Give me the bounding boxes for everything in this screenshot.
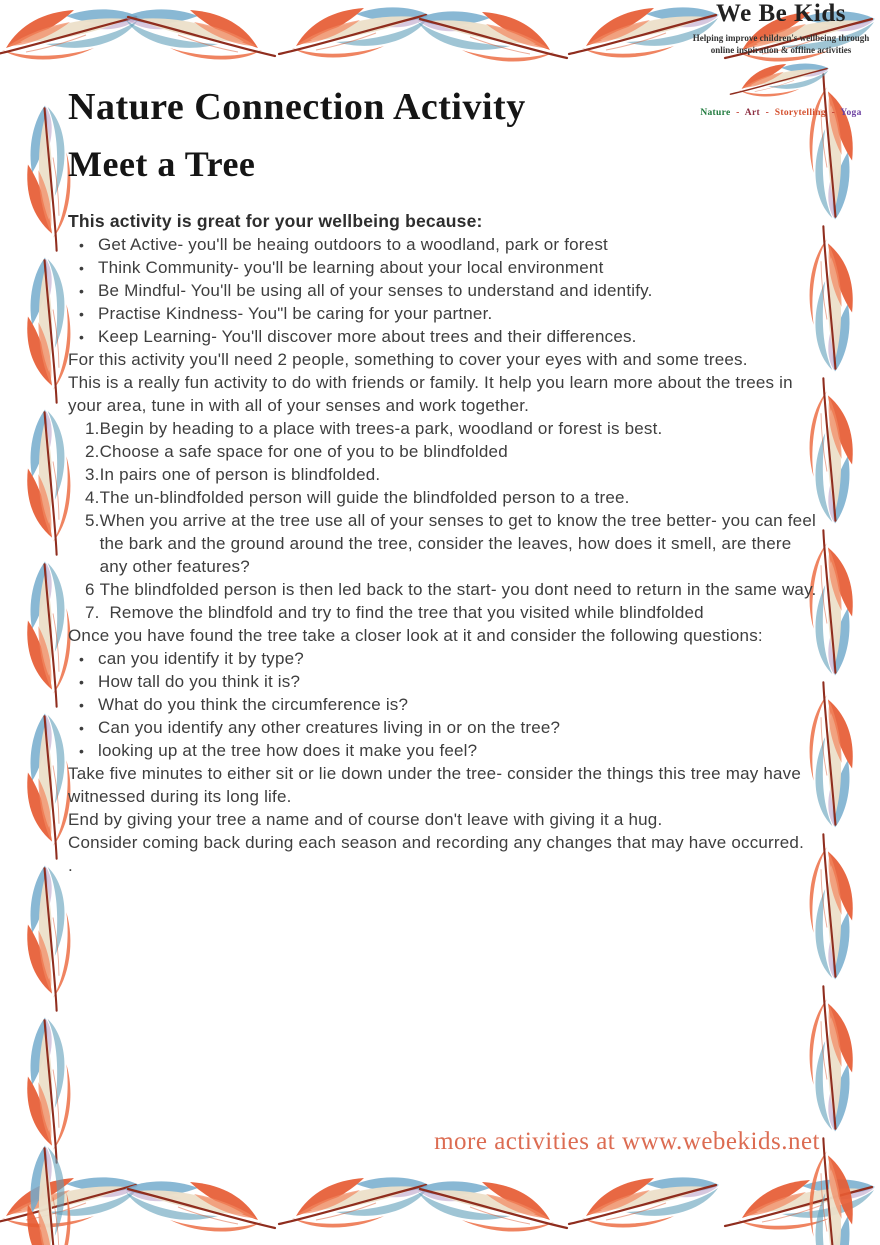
feather-icon: [713, 60, 849, 106]
category-separator: -: [765, 108, 770, 118]
list-item: • looking up at the tree how does it make you feel?: [98, 739, 824, 762]
step-number: 4.: [85, 488, 100, 507]
step-text: Begin by heading to a place with trees-a park, woodland or forest is best.: [99, 419, 663, 438]
step-text: When you arrive at the tree use all of your senses to get to know the tree better- you can feel the bark and the ground around the tree, consider the leaves, how does it smell, are there any other features?: [99, 511, 821, 576]
step-number: 3.: [85, 465, 100, 484]
category-separator: -: [831, 108, 836, 118]
step-item: [85, 601, 824, 624]
footer-link: more activities at www.webekids.net: [434, 1128, 820, 1155]
logo-tagline-line2: online inspiration & offline activities: [710, 45, 852, 55]
questions-list: [68, 647, 824, 762]
page-subtitle: Meet a Tree: [68, 144, 256, 184]
step-item: [85, 486, 824, 509]
step-item: [85, 578, 824, 601]
logo-category-art: Art: [744, 108, 760, 118]
step-number: 2.: [85, 442, 100, 461]
step-text: The un-blindfolded person will guide the blindfolded person to a tree.: [99, 488, 630, 507]
intro-heading: This activity is great for your wellbeing because:: [68, 211, 483, 231]
list-item: • How tall do you think it is?: [98, 670, 824, 693]
step-item: [85, 509, 824, 578]
step-text: Choose a safe space for one of you to be blindfolded: [99, 442, 508, 461]
step-number: 6: [85, 580, 95, 599]
closing-paragraph-2: End by giving your tree a name and of course don't leave with giving it a hug.: [68, 810, 663, 829]
worksheet-content: [68, 84, 824, 877]
steps-list: [68, 417, 824, 624]
list-item: • Be Mindful- You'll be using all of your senses to understand and identify.: [98, 279, 824, 302]
logo: [688, 0, 874, 118]
stray-period: .: [68, 856, 73, 875]
list-item: • Get Active- you'll be heaing outdoors to a woodland, park or forest: [98, 233, 824, 256]
logo-tagline-line1: Helping improve children's wellbeing through: [692, 33, 870, 43]
step-item: [85, 440, 824, 463]
page-title: Nature Connection Activity: [68, 86, 526, 128]
list-item: • can you identify it by type?: [98, 647, 824, 670]
step-number: 7.: [85, 603, 100, 622]
benefits-list: [68, 233, 824, 348]
step-number: 5.: [85, 511, 100, 530]
closing-paragraph-3: Consider coming back during each season and recording any changes that may have occurred.: [68, 833, 804, 852]
step-text: Remove the blindfold and try to find the tree that you visited while blindfolded: [99, 603, 704, 622]
about-paragraph: This is a really fun activity to do with friends or family. It help you learn more about the trees in your area, tune in with all of your senses and work together.: [68, 373, 793, 415]
logo-category-yoga: Yoga: [840, 108, 862, 118]
logo-category-nature: Nature: [700, 108, 731, 118]
list-item: • Keep Learning- You'll discover more about trees and their differences.: [98, 325, 824, 348]
list-item: • What do you think the circumference is?: [98, 693, 824, 716]
list-item: • Can you identify any other creatures living in or on the tree?: [98, 716, 824, 739]
step-number: 1.: [85, 419, 100, 438]
logo-categories: [688, 108, 874, 118]
logo-tagline: [688, 32, 874, 56]
step-item: [85, 417, 824, 440]
need-paragraph: For this activity you'll need 2 people, something to cover your eyes with and some trees.: [68, 350, 748, 369]
category-separator: -: [736, 108, 740, 118]
questions-intro: Once you have found the tree take a closer look at it and consider the following questions:: [68, 626, 763, 645]
step-text: In pairs one of person is blindfolded.: [99, 465, 381, 484]
list-item: • Practise Kindness- You"l be caring for your partner.: [98, 302, 824, 325]
list-item: • Think Community- you'll be learning about your local environment: [98, 256, 824, 279]
closing-paragraph-1: Take five minutes to either sit or lie down under the tree- consider the things this tree may have witnessed during its long life.: [68, 764, 802, 806]
step-item: [85, 463, 824, 486]
logo-category-storytelling: Storytelling: [774, 108, 826, 118]
logo-name: We Be Kids: [715, 0, 846, 27]
step-text: The blindfolded person is then led back to the start- you dont need to return in the same way.: [94, 580, 817, 599]
